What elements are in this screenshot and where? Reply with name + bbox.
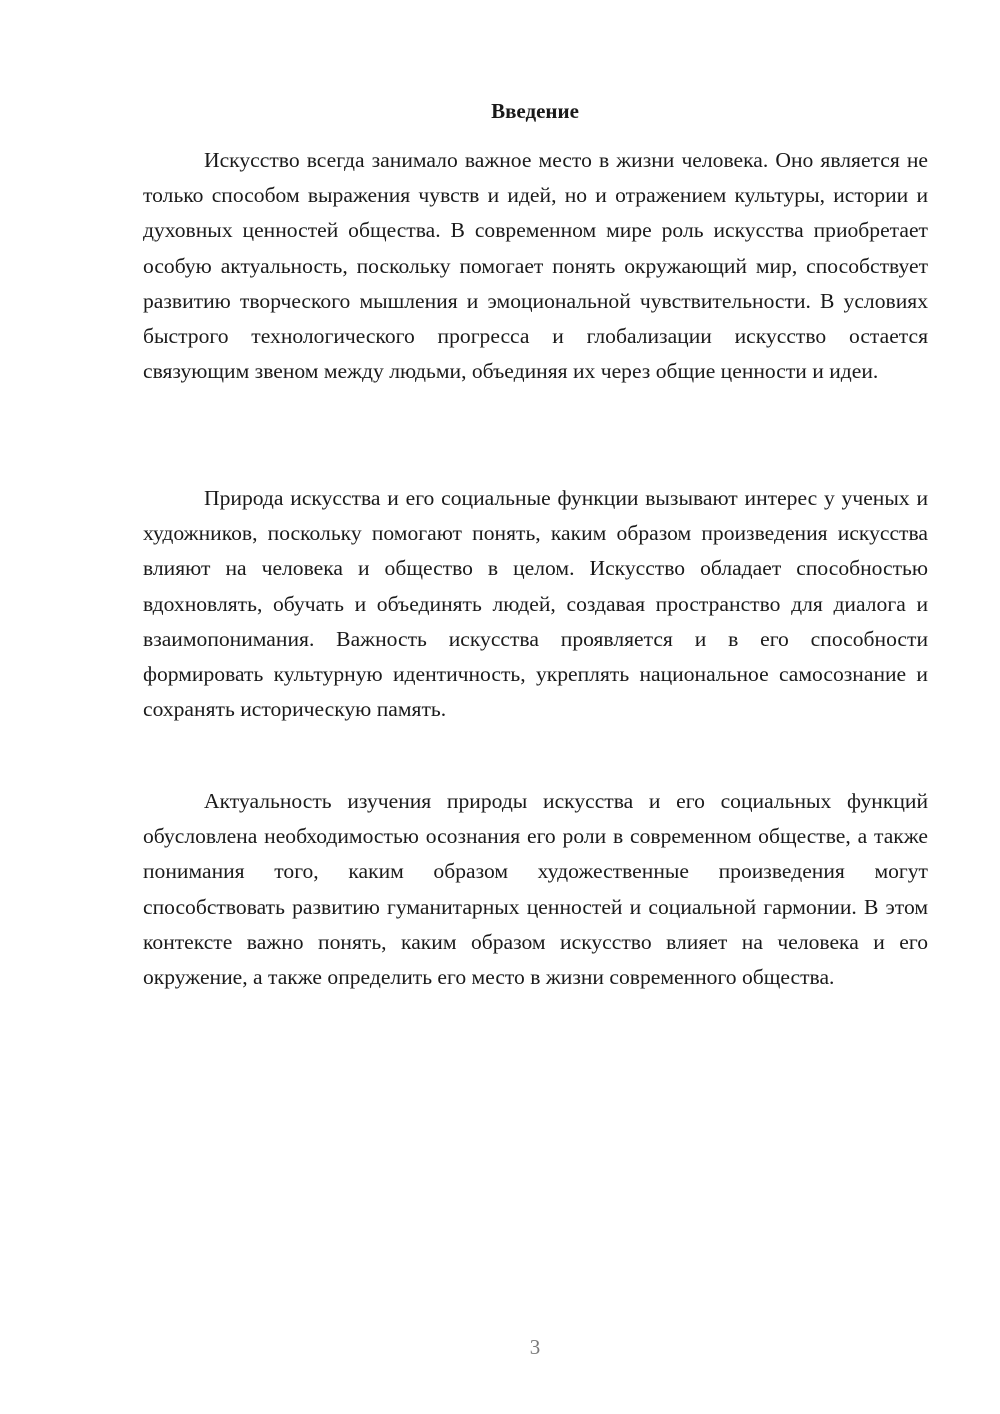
- paragraph-1: [143, 143, 928, 389]
- paragraph-2: [143, 481, 928, 727]
- paragraph-3: [143, 784, 928, 995]
- page-number: 3: [529, 1335, 541, 1359]
- section-heading: Введение: [491, 99, 579, 123]
- paragraph-text: Природа искусства и его социальные функции вызывают интерес у ученых и художников, поскольку помогают понять, каким образом произведения искусства влияют на человека и общество в целом. Искусство обладает способностью вдохновлять, обучать и объединять людей, создавая пространство для диалога и взаимопонимания. Важность искусства проявляется и в его способности формировать культурную идентичность, укреплять национальное самосознание и сохранять историческую память.: [143, 486, 928, 722]
- paragraph-text: Актуальность изучения природы искусства и его социальных функций обусловлена необходимостью осознания его роли в современном обществе, а также понимания того, каким образом художественные произведения могут способствовать развитию гуманитарных ценностей и социальной гармонии. В этом контексте важно понять, каким образом искусство влияет на человека и его окружение, а также определить его место в жизни современного общества.: [143, 789, 928, 990]
- paragraph-text: Искусство всегда занимало важное место в жизни человека. Оно является не только способом выражения чувств и идей, но и отражением культуры, истории и духовных ценностей общества. В современном мире роль искусства приобретает особую актуальность, поскольку помогает понять окружающий мир, способствует развитию творческого мышления и эмоциональной чувствительности. В условиях быстрого технологического прогресса и глобализации искусство остается связующим звеном между людьми, объединяя их через общие ценности и идеи.: [143, 148, 928, 384]
